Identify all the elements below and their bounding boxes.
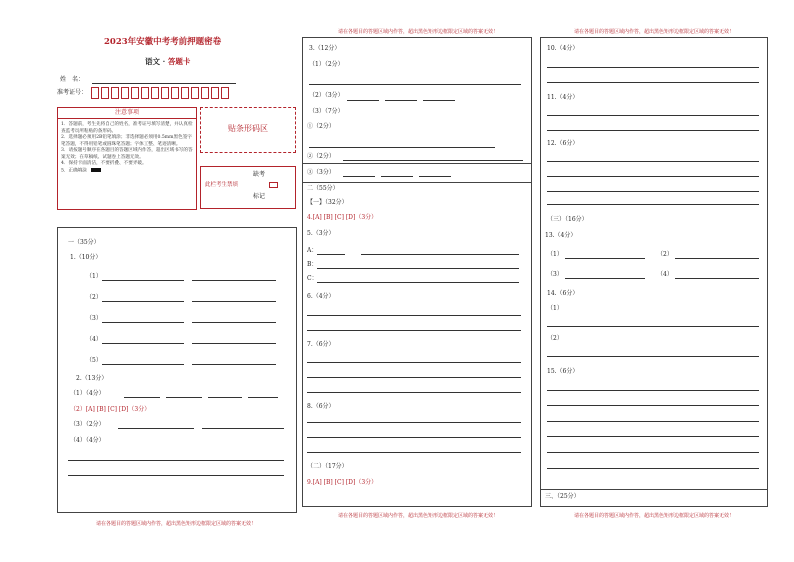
warning-bottom-col1: 请在各题目的答题区域内作答，超出黑色矩形边框限定区域的答案无效！ (95, 521, 256, 527)
page-title: 2023年安徽中考考前押题密卷 (104, 37, 222, 47)
q10-answer-line[interactable] (547, 67, 759, 68)
filled-mark-icon (91, 168, 101, 172)
q1-4-answer-a[interactable] (102, 343, 184, 344)
q1-item-4: （4） (86, 336, 102, 343)
q14-item-1: （1） (547, 305, 563, 312)
q9-choices[interactable]: 9.[A] [B] [C] [D]（3分） (307, 479, 378, 486)
absent-label: 缺考 (253, 171, 266, 178)
q13-item-3: （3） (547, 271, 563, 278)
exam-id-boxes[interactable] (91, 87, 238, 100)
q6-title: 6.（4分） (307, 293, 335, 300)
divider (303, 182, 531, 183)
notice-item: 3．请按题号顺序在各题目的答题区域内作答，超出区域书写的答案无效；在草稿纸、试题卷上答题无效。 (61, 148, 193, 160)
q15-title: 15.（6分） (547, 368, 579, 375)
q2-1-answer-c[interactable] (208, 397, 242, 398)
notice-item: 1．答题前，考生先将自己的姓名，准考证号填写清楚，并认真检查监考员所粘贴的条形码。 (61, 122, 193, 134)
q2-1-answer-b[interactable] (166, 397, 202, 398)
exam-id-label: 准考证号： (57, 89, 88, 96)
notice-box (57, 107, 197, 210)
q8-answer-line[interactable] (307, 422, 521, 423)
q1-item-3: （3） (86, 315, 102, 322)
absent-note: 此栏考生禁填 (205, 182, 239, 188)
q7-answer-line[interactable] (307, 362, 521, 363)
barcode-area (200, 107, 296, 153)
q12-answer-line[interactable] (547, 161, 759, 162)
q2-4-title: （4）（4分） (70, 437, 105, 444)
notice-list (61, 122, 194, 175)
exam-id-digit-box[interactable] (151, 87, 159, 99)
q2-3-title: （3）（2分） (70, 421, 105, 428)
q15-answer-line[interactable] (547, 452, 759, 453)
q5-c-answer[interactable] (317, 282, 519, 283)
q3-3c-answer-c[interactable] (419, 176, 451, 177)
q1-item-1: （1） (86, 273, 102, 280)
q1-1-answer-a[interactable] (102, 280, 184, 281)
answer-area-col1 (57, 227, 297, 513)
q13-3-answer[interactable] (565, 278, 645, 279)
q1-4-answer-b[interactable] (192, 343, 276, 344)
q13-item-1: （1） (547, 251, 563, 258)
q14-item-2: （2） (547, 335, 563, 342)
q3-3a-answer[interactable] (309, 147, 495, 148)
q6-answer-line[interactable] (307, 330, 521, 331)
q5-a-answer-2[interactable] (361, 254, 519, 255)
q13-title: 13.（4分） (545, 232, 577, 239)
q3-2-answer-a[interactable] (347, 100, 379, 101)
exam-id-digit-box[interactable] (171, 87, 179, 99)
exam-id-digit-box[interactable] (101, 87, 109, 99)
q3-2-title: （2）（3分） (309, 92, 344, 99)
q1-item-2: （2） (86, 294, 102, 301)
q7-answer-line[interactable] (307, 377, 521, 378)
q15-answer-line[interactable] (547, 421, 759, 422)
name-label: 姓 名： (60, 76, 85, 83)
q1-title: 1.（10分） (70, 254, 102, 261)
q2-1-title: （1）（4分） (70, 390, 105, 397)
q8-answer-line[interactable] (307, 437, 521, 438)
q13-item-4: （4） (657, 271, 673, 278)
subtitle-card: 答题卡 (167, 57, 191, 66)
q1-1-answer-b[interactable] (192, 280, 276, 281)
subtitle-subject: 语文 (145, 57, 160, 66)
q2-title: 2.（13分） (76, 375, 108, 382)
q5-label-c: C： (307, 275, 318, 282)
q11-answer-line[interactable] (547, 130, 759, 131)
name-field[interactable] (92, 83, 236, 84)
q3-3b-answer[interactable] (343, 160, 523, 161)
q3-3c-title: ③（3分） (307, 169, 335, 176)
answer-area-col2-bottom (302, 164, 532, 507)
q8-answer-line[interactable] (307, 452, 521, 453)
q15-answer-line[interactable] (547, 390, 759, 391)
q12-answer-line[interactable] (547, 191, 759, 192)
subtitle: 语文 · 答题卡 (145, 57, 191, 66)
q5-title: 5.（3分） (307, 230, 335, 237)
q3-2-answer-b[interactable] (385, 100, 417, 101)
warning-top-col2: 请在各题目的答题区域内作答，超出黑色矩形边框限定区域的答案无效！ (337, 29, 498, 35)
q2-3-answer-a[interactable] (118, 428, 194, 429)
notice-item: 4．保持卡面清洁，不要折叠、不要弄破。 (61, 161, 147, 166)
part-two-title: （二）（17分） (307, 463, 348, 470)
warning-top-col3: 请在各题目的答题区域内作答，超出黑色矩形边框限定区域的答案无效！ (573, 29, 734, 35)
q11-title: 11.（4分） (547, 94, 579, 101)
q4-choices[interactable]: 4.[A] [B] [C] [D]（3分） (307, 214, 378, 221)
part-one-title: 【一】（32分） (307, 199, 348, 206)
divider (541, 489, 767, 490)
q3-3a-title: ①（2分） (307, 123, 335, 130)
exam-id-digit-box[interactable] (201, 87, 209, 99)
q10-title: 10.（4分） (547, 45, 579, 52)
absent-mark-label: 标记 (253, 193, 266, 200)
exam-id-digit-box[interactable] (181, 87, 189, 99)
exam-id-digit-box[interactable] (221, 87, 229, 99)
q2-1-answer-a[interactable] (124, 397, 160, 398)
q11-answer-line[interactable] (547, 115, 759, 116)
q7-title: 7.（6分） (307, 341, 335, 348)
q7-answer-line[interactable] (307, 392, 521, 393)
q2-3-answer-b[interactable] (202, 428, 284, 429)
q6-answer-line[interactable] (307, 315, 521, 316)
notice-title: 注意事项 (58, 108, 196, 119)
notice-item-fill-example: 5．正确填涂 (61, 168, 194, 175)
q13-2-answer[interactable] (675, 258, 759, 259)
section-two-title: 二（55分） (307, 185, 339, 192)
q3-1-answer[interactable] (309, 84, 521, 85)
q15-answer-line[interactable] (547, 405, 759, 406)
q14-title: 14.（6分） (547, 290, 579, 297)
q5-b-answer[interactable] (317, 268, 519, 269)
q12-title: 12.（6分） (547, 140, 579, 147)
q2-4-answer-line[interactable] (68, 475, 284, 476)
q1-5-answer-b[interactable] (192, 364, 276, 365)
q1-3-answer-a[interactable] (102, 322, 184, 323)
part-three-title: （三）（16分） (547, 216, 588, 223)
q1-item-5: （5） (86, 357, 102, 364)
q3-3-title: （3）（7分） (309, 108, 344, 115)
q1-2-answer-a[interactable] (102, 301, 184, 302)
q3-3b-title: ②（2分） (307, 153, 335, 160)
section-three-title: 三、（25分） (545, 493, 580, 500)
q3-1-title: （1）（2分） (309, 61, 344, 68)
q1-2-answer-b[interactable] (192, 301, 276, 302)
q3-2-answer-c[interactable] (423, 100, 455, 101)
q8-title: 8.（6分） (307, 403, 335, 410)
q5-a-answer-1[interactable] (317, 254, 345, 255)
q13-1-answer[interactable] (565, 258, 645, 259)
q15-answer-line[interactable] (547, 436, 759, 437)
q2-1-answer-d[interactable] (248, 397, 278, 398)
exam-id-digit-box[interactable] (91, 87, 99, 99)
warning-bottom-col3: 请在各题目的答题区域内作答，超出黑色矩形边框限定区域的答案无效！ (573, 513, 734, 519)
absent-box (200, 166, 296, 209)
q5-label-b: B： (307, 261, 318, 268)
q3-3c-answer-b[interactable] (381, 176, 413, 177)
q15-answer-line[interactable] (547, 468, 759, 469)
answer-area-col2-top (302, 37, 532, 164)
q5-label-a: A： (307, 247, 318, 254)
exam-id-digit-box[interactable] (161, 87, 169, 99)
exam-id-digit-box[interactable] (191, 87, 199, 99)
q1-5-answer-a[interactable] (102, 364, 184, 365)
q12-answer-line[interactable] (547, 176, 759, 177)
exam-id-digit-box[interactable] (141, 87, 149, 99)
q1-3-answer-b[interactable] (192, 322, 276, 323)
q13-4-answer[interactable] (675, 278, 759, 279)
q13-item-2: （2） (657, 251, 673, 258)
absent-checkbox[interactable] (269, 182, 278, 188)
exam-id-digit-box[interactable] (111, 87, 119, 99)
q3-3c-answer-a[interactable] (343, 176, 375, 177)
barcode-label: 贴条形码区 (228, 124, 268, 133)
exam-id-digit-box[interactable] (121, 87, 129, 99)
q12-answer-line[interactable] (547, 204, 759, 205)
answer-area-col3 (540, 37, 768, 507)
exam-id-digit-box[interactable] (131, 87, 139, 99)
section-one-title: 一（35分） (68, 239, 100, 246)
q2-2-choices[interactable]: （2）[A] [B] [C] [D]（3分） (70, 406, 151, 413)
q2-4-answer-line[interactable] (68, 460, 284, 461)
q10-answer-line[interactable] (547, 82, 759, 83)
q14-2-answer[interactable] (547, 356, 759, 357)
notice-item: 2．选择题必须用2B铅笔填涂；非选择题必须用0.5mm黑色签字笔答题，不得用铅笔或圆珠笔答题；字体工整、笔迹清晰。 (61, 135, 192, 147)
exam-id-digit-box[interactable] (211, 87, 219, 99)
q3-title: 3.（12分） (309, 45, 341, 52)
warning-bottom-col2: 请在各题目的答题区域内作答，超出黑色矩形边框限定区域的答案无效！ (337, 513, 498, 519)
q14-1-answer[interactable] (547, 326, 759, 327)
